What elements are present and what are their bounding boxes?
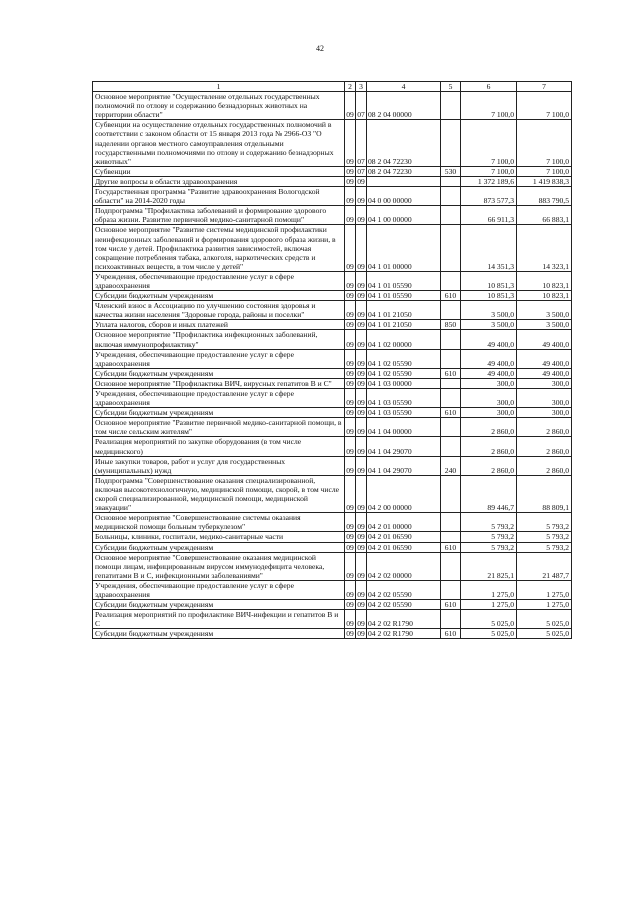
amount-year1-cell: 7 100,0 (461, 166, 517, 176)
table-row (93, 301, 572, 320)
row-name-cell: Государственная программа "Развитие здравоохранения Вологодской области" на 2014-2020 годы (93, 187, 345, 206)
section-code-cell: 09 (346, 368, 354, 378)
amount-year2-cell: 21 487,7 (517, 552, 572, 580)
row-name-cell: Субвенции на осуществление отдельных государственных полномочий в соответствии с законом области от 15 января 2013 года № 2966-ОЗ "О наделении органов местного самоуправления отдельными государственными полномочиями по отлову и содержанию безнадзорных животных" (93, 120, 345, 166)
section-code-cell: 09 (345, 330, 356, 349)
amount-year1-cell: 2 860,0 (461, 437, 517, 456)
table-row (93, 475, 572, 512)
expense-type-cell (441, 225, 461, 271)
amount-year1-cell: 873 577,3 (461, 187, 517, 206)
section-code-cell: 09 (346, 532, 354, 542)
amount-year2-cell: 7 100,0 (517, 92, 572, 120)
target-item-code-cell: 04 2 01 06590 (367, 542, 441, 552)
table-row (93, 532, 572, 542)
amount-year2-cell: 300,0 (517, 408, 572, 418)
row-name-cell: Субсидии бюджетным учреждениям (93, 629, 345, 639)
amount-year1-cell: 49 400,0 (461, 349, 517, 368)
section-code-cell: 09 (346, 408, 354, 418)
row-name-cell: Субсидии бюджетным учреждениям (93, 542, 345, 552)
amount-year2-cell: 88 809,1 (517, 475, 572, 512)
amount-year2-cell: 5 793,2 (517, 542, 572, 552)
target-item-code-cell: 04 2 02 05590 (367, 600, 441, 610)
row-name-cell: Реализация мероприятий по профилактике ВИЧ-инфекции и гепатитов В и С (93, 610, 345, 629)
amount-year1-cell: 300,0 (461, 389, 517, 408)
column-header: 5 (441, 82, 461, 92)
column-header: 3 (356, 82, 367, 92)
expense-type-cell: 240 (441, 456, 461, 475)
amount-year1-cell: 2 860,0 (461, 418, 517, 437)
subsection-code-cell: 09 (356, 301, 367, 320)
subsection-code-cell: 09 (357, 291, 365, 301)
amount-year2-cell: 49 400,0 (517, 368, 572, 378)
target-item-code-cell: 04 1 04 00000 (367, 418, 441, 437)
row-name-cell: Учреждения, обеспечивающие предоставление услуг в сфере здравоохранения (93, 580, 345, 599)
amount-year1-cell: 49 400,0 (461, 330, 517, 349)
target-item-code-cell: 04 2 02 05590 (367, 580, 441, 599)
section-code-cell: 09 (345, 92, 356, 120)
subsection-code-cell: 09 (356, 271, 367, 290)
amount-year1-cell: 5 793,2 (461, 532, 517, 542)
target-item-code-cell: 08 2 04 72230 (367, 166, 441, 176)
row-name-cell: Субвенции (93, 166, 345, 176)
row-name-cell: Основное мероприятие "Развитие первичной медико-санитарной помощи, в том числе сельским жителям" (93, 418, 345, 437)
section-code-cell: 09 (345, 437, 356, 456)
amount-year1-cell: 89 446,7 (461, 475, 517, 512)
row-name-cell: Основное мероприятие "Совершенствование системы оказания медицинской помощи больным туберкулезом" (93, 513, 345, 532)
column-header: 1 (93, 82, 345, 92)
target-item-code-cell: 04 2 01 00000 (367, 513, 441, 532)
subsection-code-cell: 09 (357, 408, 365, 418)
target-item-code-cell: 08 2 04 00000 (367, 92, 441, 120)
target-item-code-cell (367, 176, 441, 186)
amount-year1-cell: 49 400,0 (461, 368, 517, 378)
row-name-cell: Субсидии бюджетным учреждениям (93, 600, 345, 610)
expense-type-cell (441, 437, 461, 456)
row-name-cell: Субсидии бюджетным учреждениям (93, 408, 345, 418)
section-code-cell: 09 (345, 610, 356, 629)
expense-type-cell: 610 (441, 291, 461, 301)
target-item-code-cell: 04 1 04 29070 (367, 437, 441, 456)
expense-type-cell (441, 187, 461, 206)
table-header-row (93, 82, 572, 92)
expense-type-cell: 850 (441, 320, 461, 330)
amount-year2-cell: 5 793,2 (517, 513, 572, 532)
amount-year2-cell: 5 793,2 (517, 532, 572, 542)
amount-year1-cell: 2 860,0 (461, 456, 517, 475)
amount-year1-cell: 10 851,3 (461, 291, 517, 301)
subsection-code-cell: 09 (357, 532, 365, 542)
section-code-cell: 09 (346, 320, 354, 330)
section-code-cell: 09 (346, 629, 354, 639)
subsection-code-cell: 09 (356, 349, 367, 368)
subsection-code-cell: 09 (356, 456, 367, 475)
expense-type-cell (441, 301, 461, 320)
row-name-cell: Основное мероприятие "Развитие системы медицинской профилактики неинфекционных заболеваний и формирования здорового образа жизни, в том числе у детей. Профилактика развития зависимостей, включая сокращение потребления табака, алкоголя, наркотических средств и психоактивных веществ, в том числе у детей" (93, 225, 345, 271)
section-code-cell: 09 (346, 166, 354, 176)
table-row (93, 418, 572, 437)
subsection-code-cell: 09 (356, 513, 367, 532)
subsection-code-cell: 09 (356, 552, 367, 580)
amount-year2-cell: 5 025,0 (517, 610, 572, 629)
section-code-cell: 09 (345, 349, 356, 368)
subsection-code-cell: 09 (357, 320, 365, 330)
subsection-code-cell: 09 (356, 610, 367, 629)
section-code-cell: 09 (345, 187, 356, 206)
amount-year2-cell: 1 419 838,3 (517, 176, 572, 186)
expense-type-cell (441, 378, 461, 388)
expense-type-cell: 610 (441, 600, 461, 610)
budget-table (92, 81, 572, 639)
target-item-code-cell: 04 1 02 05590 (367, 368, 441, 378)
expense-type-cell (441, 271, 461, 290)
amount-year2-cell: 1 275,0 (517, 580, 572, 599)
subsection-code-cell: 09 (356, 475, 367, 512)
section-code-cell: 09 (346, 176, 354, 186)
row-name-cell: Учреждения, обеспечивающие предоставление услуг в сфере здравоохранения (93, 271, 345, 290)
expense-type-cell (441, 610, 461, 629)
expense-type-cell (441, 92, 461, 120)
expense-type-cell (441, 330, 461, 349)
amount-year1-cell: 5 025,0 (461, 610, 517, 629)
target-item-code-cell: 08 2 04 72230 (367, 120, 441, 166)
amount-year1-cell: 3 500,0 (461, 301, 517, 320)
table-row (93, 330, 572, 349)
expense-type-cell (441, 418, 461, 437)
amount-year1-cell: 10 851,3 (461, 271, 517, 290)
table-row (93, 408, 572, 418)
expense-type-cell (441, 206, 461, 225)
section-code-cell: 09 (345, 120, 356, 166)
amount-year2-cell: 883 790,5 (517, 187, 572, 206)
table-row (93, 542, 572, 552)
subsection-code-cell: 09 (356, 187, 367, 206)
subsection-code-cell: 07 (357, 166, 365, 176)
row-name-cell: Учреждения, обеспечивающие предоставление услуг в сфере здравоохранения (93, 349, 345, 368)
column-header: 2 (345, 82, 356, 92)
row-name-cell: Основное мероприятие "Профилактика инфекционных заболеваний, включая иммунопрофилактику" (93, 330, 345, 349)
section-code-cell: 09 (345, 301, 356, 320)
amount-year1-cell: 5 793,2 (461, 513, 517, 532)
table-row (93, 206, 572, 225)
section-code-cell: 09 (345, 206, 356, 225)
row-name-cell: Членский взнос в Ассоциацию по улучшению состояния здоровья и качества жизни населения "Здоровые города, районы и поселки" (93, 301, 345, 320)
row-name-cell: Субсидии бюджетным учреждениям (93, 291, 345, 301)
subsection-code-cell: 07 (356, 120, 367, 166)
row-name-cell: Основное мероприятие "Осуществление отдельных государственных полномочий по отлову и содержанию безнадзорных животных на территории области" (93, 92, 345, 120)
amount-year2-cell: 10 823,1 (517, 291, 572, 301)
target-item-code-cell: 04 1 01 21050 (367, 320, 441, 330)
section-code-cell: 09 (345, 225, 356, 271)
subsection-code-cell: 09 (356, 437, 367, 456)
subsection-code-cell: 09 (356, 418, 367, 437)
table-row (93, 271, 572, 290)
row-name-cell: Подпрограмма "Совершенствование оказания специализированной, включая высокотехнологичную, медицинской помощи, скорой, в том числе скорой специализированной, медицинской помощи, медицинской эвакуации" (93, 475, 345, 512)
expense-type-cell: 610 (441, 542, 461, 552)
amount-year1-cell: 14 351,3 (461, 225, 517, 271)
expense-type-cell (441, 513, 461, 532)
amount-year2-cell: 300,0 (517, 378, 572, 388)
table-row (93, 610, 572, 629)
expense-type-cell (441, 389, 461, 408)
expense-type-cell: 610 (441, 408, 461, 418)
table-row (93, 349, 572, 368)
amount-year2-cell: 14 323,1 (517, 225, 572, 271)
amount-year1-cell: 66 911,3 (461, 206, 517, 225)
amount-year2-cell: 3 500,0 (517, 301, 572, 320)
section-code-cell: 09 (345, 475, 356, 512)
subsection-code-cell: 09 (356, 330, 367, 349)
expense-type-cell (441, 580, 461, 599)
amount-year2-cell: 300,0 (517, 389, 572, 408)
target-item-code-cell: 04 1 01 05590 (367, 271, 441, 290)
expense-type-cell (441, 532, 461, 542)
column-header: 6 (461, 82, 517, 92)
section-code-cell: 09 (346, 542, 354, 552)
amount-year2-cell: 5 025,0 (517, 629, 572, 639)
expense-type-cell (441, 552, 461, 580)
subsection-code-cell: 09 (356, 389, 367, 408)
target-item-code-cell: 04 1 03 05590 (367, 408, 441, 418)
expense-type-cell (441, 176, 461, 186)
table-row (93, 92, 572, 120)
amount-year1-cell: 5 025,0 (461, 629, 517, 639)
section-code-cell: 09 (346, 600, 354, 610)
amount-year1-cell: 1 275,0 (461, 580, 517, 599)
amount-year1-cell: 21 825,1 (461, 552, 517, 580)
page-number: 42 (316, 44, 324, 53)
section-code-cell: 09 (345, 418, 356, 437)
row-name-cell: Реализация мероприятий по закупке оборудования (в том числе медицинского) (93, 437, 345, 456)
target-item-code-cell: 04 2 02 R1790 (367, 629, 441, 639)
amount-year1-cell: 300,0 (461, 408, 517, 418)
row-name-cell: Подпрограмма "Профилактика заболеваний и формирование здорового образа жизни. Развитие первичной медико-санитарной помощи" (93, 206, 345, 225)
amount-year1-cell: 7 100,0 (461, 120, 517, 166)
subsection-code-cell: 09 (356, 206, 367, 225)
column-header: 4 (367, 82, 441, 92)
target-item-code-cell: 04 1 02 05590 (367, 349, 441, 368)
amount-year2-cell: 10 823,1 (517, 271, 572, 290)
amount-year2-cell: 1 275,0 (517, 600, 572, 610)
expense-type-cell (441, 475, 461, 512)
section-code-cell: 09 (345, 271, 356, 290)
amount-year1-cell: 3 500,0 (461, 320, 517, 330)
subsection-code-cell: 09 (357, 600, 365, 610)
target-item-code-cell: 04 1 00 00000 (367, 206, 441, 225)
amount-year1-cell: 5 793,2 (461, 542, 517, 552)
row-name-cell: Больницы, клиники, госпитали, медико-санитарные части (93, 532, 345, 542)
section-code-cell: 09 (345, 389, 356, 408)
table-row (93, 552, 572, 580)
target-item-code-cell: 04 1 04 29070 (367, 456, 441, 475)
target-item-code-cell: 04 1 03 00000 (367, 378, 441, 388)
row-name-cell: Основное мероприятие "Профилактика ВИЧ, вирусных гепатитов В и С" (93, 378, 345, 388)
expense-type-cell (441, 349, 461, 368)
subsection-code-cell: 09 (357, 378, 365, 388)
table-row (93, 629, 572, 639)
table-row (93, 580, 572, 599)
section-code-cell: 09 (345, 552, 356, 580)
target-item-code-cell: 04 2 00 00000 (367, 475, 441, 512)
row-name-cell: Учреждения, обеспечивающие предоставление услуг в сфере здравоохранения (93, 389, 345, 408)
table-row (93, 176, 572, 186)
amount-year2-cell: 66 883,1 (517, 206, 572, 225)
amount-year2-cell: 7 100,0 (517, 166, 572, 176)
table-row (93, 437, 572, 456)
subsection-code-cell: 09 (357, 368, 365, 378)
section-code-cell: 09 (346, 291, 354, 301)
table-row (93, 389, 572, 408)
table-row (93, 225, 572, 271)
subsection-code-cell: 07 (356, 92, 367, 120)
target-item-code-cell: 04 1 01 05590 (367, 291, 441, 301)
table-row (93, 456, 572, 475)
table-row (93, 320, 572, 330)
amount-year2-cell: 49 400,0 (517, 330, 572, 349)
table-body (93, 92, 572, 639)
target-item-code-cell: 04 1 01 00000 (367, 225, 441, 271)
section-code-cell: 09 (345, 580, 356, 599)
section-code-cell: 09 (346, 378, 354, 388)
amount-year2-cell: 2 860,0 (517, 456, 572, 475)
table-row (93, 378, 572, 388)
row-name-cell: Основное мероприятие "Совершенствование оказания медицинской помощи лицам, инфицированным вирусом иммунодефицита человека, гепатитами В и С, инфекционными заболеваниями" (93, 552, 345, 580)
target-item-code-cell: 04 2 02 00000 (367, 552, 441, 580)
subsection-code-cell: 09 (356, 225, 367, 271)
amount-year1-cell: 300,0 (461, 378, 517, 388)
amount-year2-cell: 7 100,0 (517, 120, 572, 166)
expense-type-cell: 610 (441, 629, 461, 639)
expense-type-cell: 530 (441, 166, 461, 176)
subsection-code-cell: 09 (357, 629, 365, 639)
amount-year2-cell: 2 860,0 (517, 437, 572, 456)
subsection-code-cell: 09 (357, 542, 365, 552)
amount-year1-cell: 7 100,0 (461, 92, 517, 120)
table-row (93, 166, 572, 176)
target-item-code-cell: 04 1 02 00000 (367, 330, 441, 349)
row-name-cell: Субсидии бюджетным учреждениям (93, 368, 345, 378)
amount-year2-cell: 2 860,0 (517, 418, 572, 437)
subsection-code-cell: 09 (357, 176, 365, 186)
table-row (93, 513, 572, 532)
target-item-code-cell: 04 2 01 06590 (367, 532, 441, 542)
target-item-code-cell: 04 0 00 00000 (367, 187, 441, 206)
row-name-cell: Другие вопросы в области здравоохранения (93, 176, 345, 186)
amount-year2-cell: 49 400,0 (517, 349, 572, 368)
target-item-code-cell: 04 2 02 R1790 (367, 610, 441, 629)
target-item-code-cell: 04 1 03 05590 (367, 389, 441, 408)
subsection-code-cell: 09 (356, 580, 367, 599)
amount-year2-cell: 3 500,0 (517, 320, 572, 330)
expense-type-cell (441, 120, 461, 166)
table-row (93, 120, 572, 166)
amount-year1-cell: 1 275,0 (461, 600, 517, 610)
table-row (93, 600, 572, 610)
expense-type-cell: 610 (441, 368, 461, 378)
target-item-code-cell: 04 1 01 21050 (367, 301, 441, 320)
column-header: 7 (517, 82, 572, 92)
amount-year1-cell: 1 372 189,6 (461, 176, 517, 186)
table-row (93, 187, 572, 206)
table-row (93, 368, 572, 378)
section-code-cell: 09 (345, 513, 356, 532)
row-name-cell: Иные закупки товаров, работ и услуг для государственных (муниципальных) нужд (93, 456, 345, 475)
row-name-cell: Уплата налогов, сборов и иных платежей (93, 320, 345, 330)
table-row (93, 291, 572, 301)
section-code-cell: 09 (345, 456, 356, 475)
